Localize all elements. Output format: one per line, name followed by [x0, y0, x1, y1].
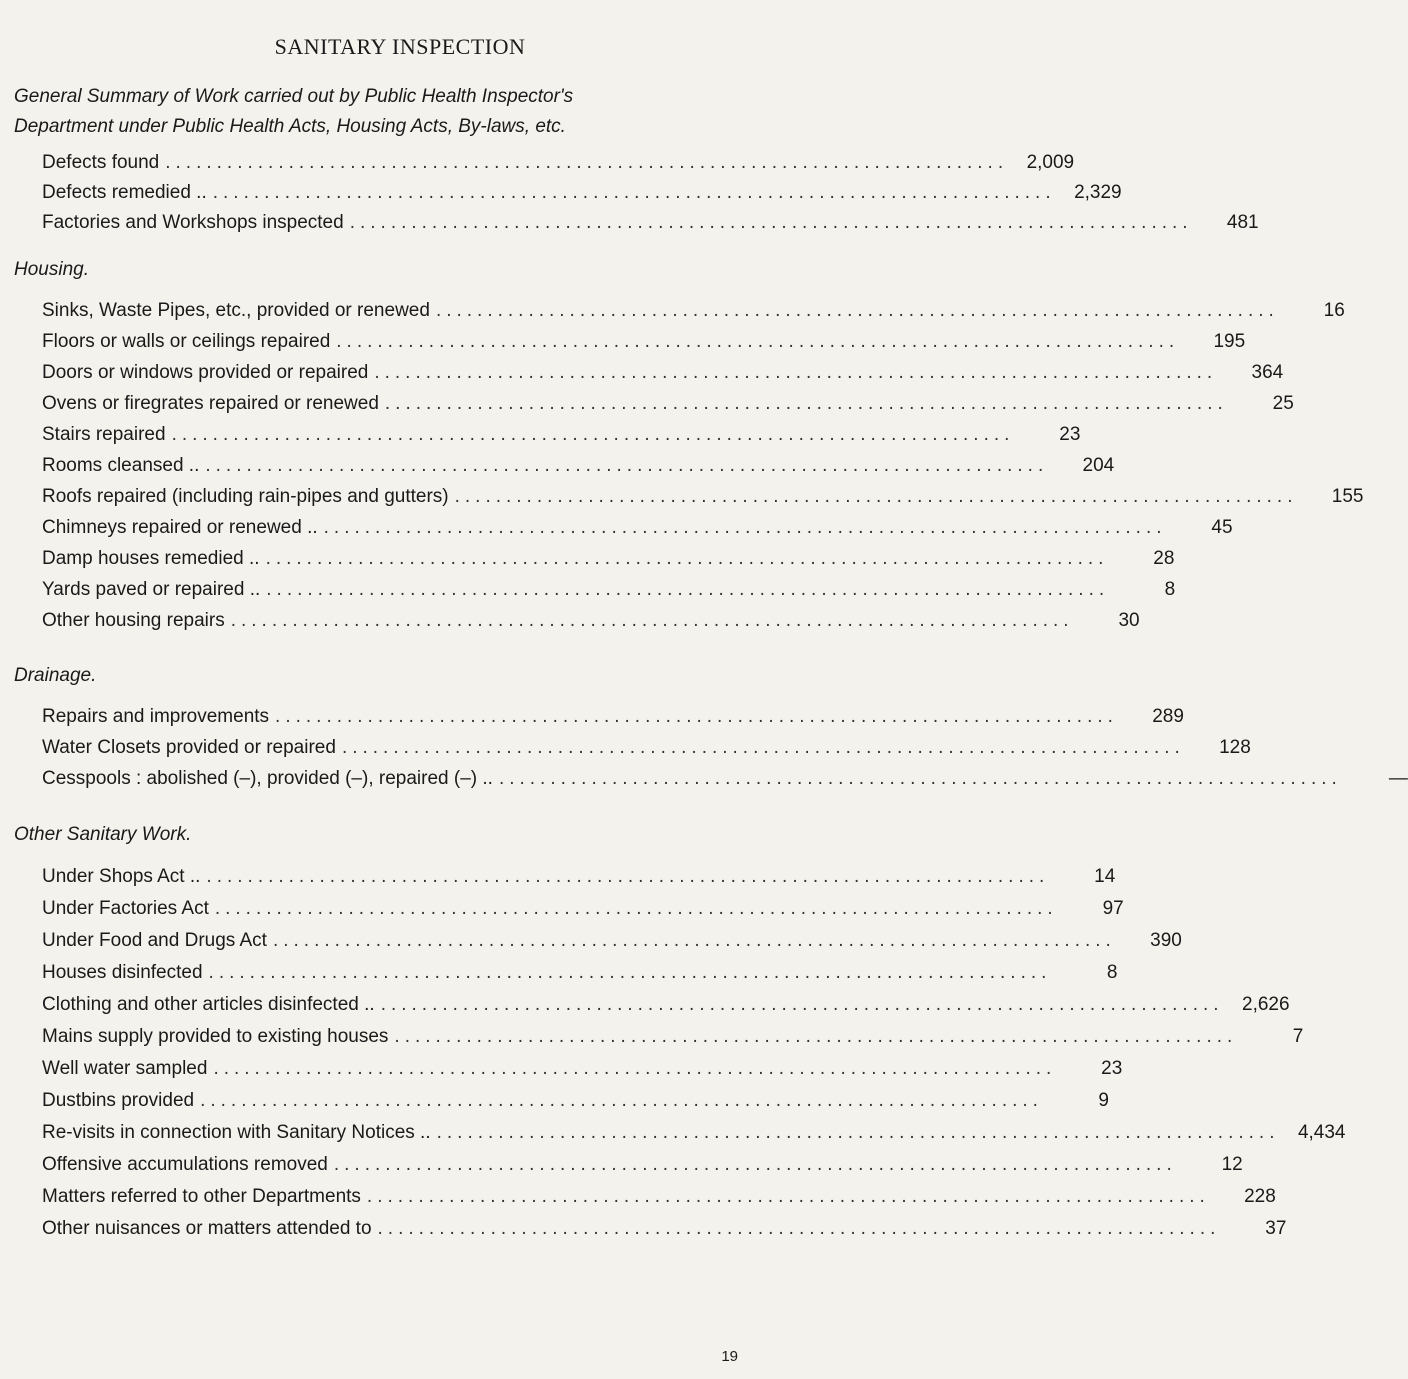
leader-dots: .................................................................................. — [212, 182, 1056, 203]
row-label: Under Factories Act — [42, 898, 209, 919]
other-row — [42, 1086, 1109, 1116]
other-row — [42, 1118, 1346, 1148]
row-value: 228 — [1244, 1186, 1276, 1207]
leader-dots: .................................................................................. — [275, 706, 1118, 727]
row-value: 128 — [1219, 737, 1251, 758]
row-label: Factories and Workshops inspected — [42, 212, 344, 233]
leader-dots: .................................................................................. — [200, 1090, 1043, 1111]
leader-dots: .................................................................................. — [171, 424, 1015, 445]
row-value: 12 — [1221, 1154, 1243, 1175]
other-row — [42, 958, 1118, 988]
row-label: Re-visits in connection with Sanitary Notices .. — [42, 1122, 431, 1143]
leader-dots: .................................................................................. — [380, 994, 1224, 1015]
row-label: Stairs repaired — [42, 424, 166, 445]
row-label: Clothing and other articles disinfected .. — [42, 994, 375, 1015]
housing-row — [42, 513, 1233, 543]
housing-row — [42, 451, 1115, 481]
row-value: 14 — [1094, 866, 1116, 887]
row-label: Well water sampled — [42, 1058, 208, 1079]
other-row — [42, 894, 1124, 924]
leader-dots: .................................................................................. — [265, 548, 1109, 569]
row-label: Houses disinfected — [42, 962, 203, 983]
row-value: 45 — [1211, 517, 1233, 538]
row-label: Doors or windows provided or repaired — [42, 362, 369, 383]
row-value: 30 — [1118, 610, 1140, 631]
housing-row — [42, 606, 1140, 636]
row-label: Yards paved or repaired .. — [42, 579, 261, 600]
row-value: 390 — [1150, 930, 1182, 951]
row-label: Damp houses remedied .. — [42, 548, 260, 569]
section-heading-drainage: Drainage. — [14, 665, 97, 686]
row-value: 97 — [1102, 898, 1124, 919]
summary-row — [42, 148, 1075, 178]
row-label: Chimneys repaired or renewed .. — [42, 517, 318, 538]
row-value: 23 — [1059, 424, 1081, 445]
other-row — [42, 1214, 1287, 1244]
row-value: 481 — [1226, 212, 1259, 233]
leader-dots: .................................................................................. — [205, 455, 1049, 476]
row-value: 195 — [1213, 331, 1246, 352]
leader-dots: .................................................................................. — [341, 737, 1185, 758]
page-title: SANITARY INSPECTION — [274, 34, 526, 59]
row-value: 204 — [1082, 455, 1115, 476]
row-value: 7 — [1292, 1026, 1304, 1047]
other-row — [42, 1182, 1276, 1212]
page-number: 19 — [721, 1348, 738, 1365]
row-label: Cesspools : abolished (–), provided (–), repaired (–) .. — [42, 768, 493, 789]
row-value: 4,434 — [1297, 1122, 1346, 1143]
row-label: Ovens or firegrates repaired or renewed — [42, 393, 379, 414]
other-row — [42, 1150, 1243, 1180]
row-label: Under Food and Drugs Act — [42, 930, 267, 951]
leader-dots: .................................................................................. — [436, 1122, 1280, 1143]
leader-dots: .................................................................................. — [349, 212, 1193, 233]
other-row — [42, 990, 1290, 1020]
leader-dots: .................................................................................. — [454, 486, 1298, 507]
housing-row — [42, 544, 1175, 574]
section-heading-other: Other Sanitary Work. — [14, 824, 192, 845]
housing-row — [42, 575, 1176, 605]
leader-dots: .................................................................................. — [498, 768, 1342, 789]
row-value: 16 — [1323, 300, 1345, 321]
leader-dots: .................................................................................. — [366, 1186, 1210, 1207]
leader-dots: .................................................................................. — [333, 1154, 1177, 1175]
leader-dots: .................................................................................. — [266, 579, 1110, 600]
row-label: Sinks, Waste Pipes, etc., provided or renewed — [42, 300, 430, 321]
row-value: 8 — [1164, 579, 1176, 600]
row-label: Matters referred to other Departments — [42, 1186, 361, 1207]
drainage-row — [42, 702, 1184, 732]
row-value: 8 — [1106, 962, 1118, 983]
row-label: Mains supply provided to existing houses — [42, 1026, 389, 1047]
row-label: Water Closets provided or repaired — [42, 737, 336, 758]
row-label: Repairs and improvements — [42, 706, 270, 727]
leader-dots: .................................................................................. — [272, 930, 1116, 951]
row-label: Dustbins provided — [42, 1090, 195, 1111]
row-value: 289 — [1152, 706, 1184, 727]
summary-row — [42, 178, 1122, 208]
row-value: 155 — [1331, 486, 1364, 507]
row-value: 25 — [1272, 393, 1294, 414]
housing-row — [42, 420, 1081, 450]
leader-dots: .................................................................................. — [214, 898, 1058, 919]
leader-dots: .................................................................................. — [206, 866, 1050, 887]
row-value: 2,329 — [1074, 182, 1122, 203]
housing-row — [42, 296, 1345, 326]
summary-row — [42, 208, 1259, 238]
row-value: — — [1388, 768, 1408, 789]
leader-dots: .................................................................................. — [213, 1058, 1057, 1079]
leader-dots: .................................................................................. — [323, 517, 1167, 538]
housing-row — [42, 327, 1246, 357]
row-label: Defects found — [42, 152, 160, 173]
leader-dots: .................................................................................. — [394, 1026, 1238, 1047]
leader-dots: .................................................................................. — [230, 610, 1074, 631]
row-label: Other housing repairs — [42, 610, 225, 631]
leader-dots: .................................................................................. — [165, 152, 1009, 173]
other-row — [42, 1054, 1123, 1084]
subtitle-line-2: Department under Public Health Acts, Housing Acts, By-laws, etc. — [14, 116, 566, 137]
leader-dots: .................................................................................. — [208, 962, 1052, 983]
housing-row — [42, 389, 1294, 419]
row-label: Other nuisances or matters attended to — [42, 1218, 372, 1239]
other-row — [42, 862, 1116, 892]
other-row — [42, 1022, 1304, 1052]
leader-dots: .................................................................................. — [377, 1218, 1221, 1239]
row-label: Offensive accumulations removed — [42, 1154, 328, 1175]
subtitle-line-1: General Summary of Work carried out by Public Health Inspector's — [14, 86, 574, 107]
leader-dots: .................................................................................. — [374, 362, 1218, 383]
row-value: 28 — [1153, 548, 1175, 569]
row-label: Under Shops Act .. — [42, 866, 201, 887]
section-heading-housing: Housing. — [14, 259, 89, 280]
row-value: 37 — [1265, 1218, 1287, 1239]
row-label: Defects remedied .. — [42, 182, 207, 203]
row-value: 2,009 — [1026, 152, 1075, 173]
drainage-row — [42, 764, 1408, 794]
row-label: Roofs repaired (including rain-pipes and gutters) — [42, 486, 449, 507]
row-value: 23 — [1101, 1058, 1123, 1079]
other-row — [42, 926, 1182, 956]
row-label: Rooms cleansed .. — [42, 455, 200, 476]
row-value: 2,626 — [1242, 994, 1290, 1015]
housing-row — [42, 482, 1364, 512]
leader-dots: .................................................................................. — [336, 331, 1180, 352]
leader-dots: .................................................................................. — [384, 393, 1228, 414]
leader-dots: .................................................................................. — [435, 300, 1279, 321]
housing-row — [42, 358, 1284, 388]
drainage-row — [42, 733, 1251, 763]
row-value: 9 — [1098, 1090, 1109, 1111]
row-label: Floors or walls or ceilings repaired — [42, 331, 331, 352]
row-value: 364 — [1251, 362, 1284, 383]
